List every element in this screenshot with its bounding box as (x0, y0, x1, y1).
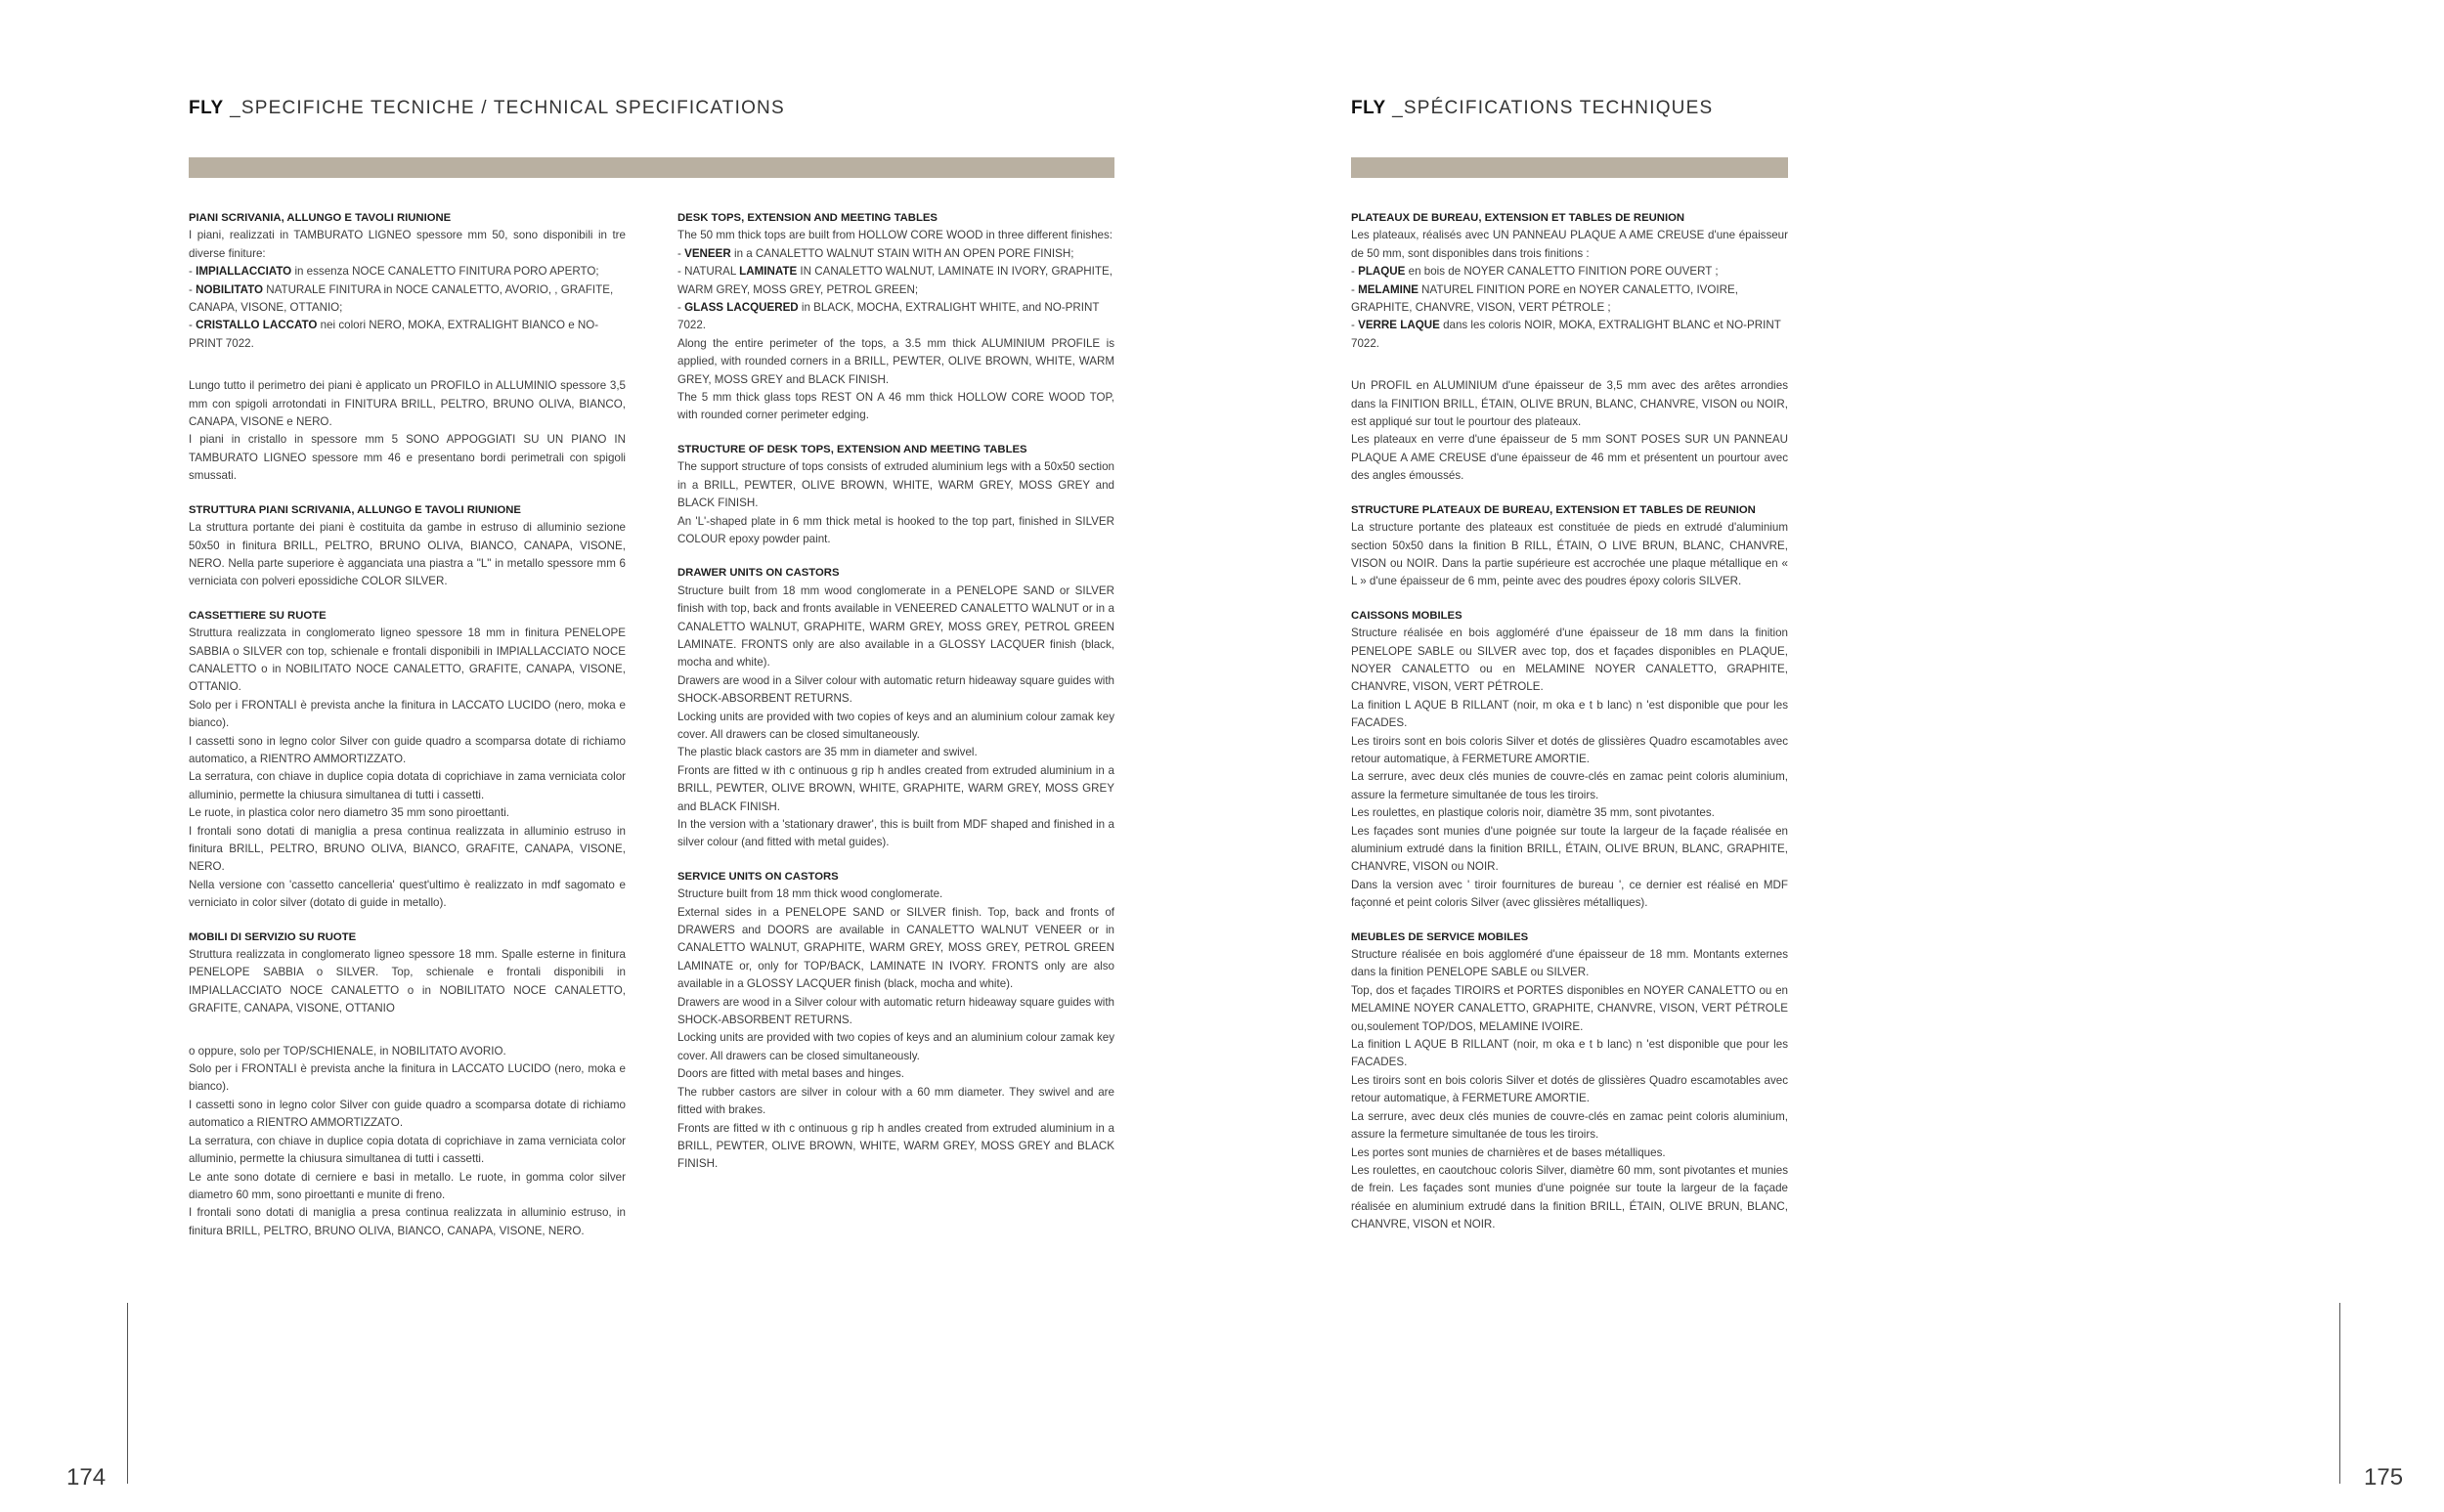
left-header-title: _SPECIFICHE TECNICHE / TECHNICAL SPECIFICATIONS (223, 98, 785, 118)
it-list-item: - NOBILITATO NATURALE FINITURA in NOCE CANALETTO, AVORIO, , GRAFITE, CANAPA, VISONE, OTTANIO; (189, 282, 614, 315)
fr-paragraph: Les tiroirs sont en bois coloris Silver et dotés de glissières Quadro escamotables avec retour automatique, à FERMETURE AMORTIE. (1351, 734, 1788, 765)
en-paragraph: Fronts are fitted w ith c ontinuous g rip h andles created from extruded aluminium in a BRILL, PEWTER, OLIVE BROWN, WHITE, WARM GREY, MOSS GREY and BLACK FINISH. (677, 1121, 1114, 1171)
fr-paragraph: Les plateaux, réalisés avec UN PANNEAU PLAQUE A AME CREUSE d'une épaisseur de 50 mm, sont disponibles dans trois finitions : (1351, 229, 1788, 260)
en-paragraph: Along the entire perimeter of the tops, a 3.5 mm thick ALUMINIUM PROFILE is applied, with rounded corners in a BRILL, PEWTER, OLIVE BROWN, WHITE, WARM GREY, MOSS GREY and BLACK FINISH. (677, 336, 1114, 386)
en-paragraph: The plastic black castors are 35 mm in diameter and swivel. (677, 746, 978, 759)
en-paragraph: The rubber castors are silver in colour with a 60 mm diameter. They swivel and are fitted with brakes. (677, 1085, 1114, 1117)
right-header-brand: FLY (1351, 98, 1386, 118)
en-section-title: DRAWER UNITS ON CASTORS (677, 567, 840, 580)
en-section-title: STRUCTURE OF DESK TOPS, EXTENSION AND MEETING TABLES (677, 443, 1027, 455)
it-paragraph: o oppure, solo per TOP/SCHIENALE, in NOBILITATO AVORIO. (189, 1044, 506, 1058)
it-paragraph: I cassetti sono in legno color Silver con guide quadro a scomparsa dotate di richiamo automatico, a RIENTRO AMMORTIZZATO. (189, 734, 626, 765)
en-paragraph: External sides in a PENELOPE SAND or SILVER finish. Top, back and fronts of DRAWERS and DOORS are available in CANALETTO WALNUT VENEER or in CANALETTO WALNUT, GRAPHITE, WARM GREY, MOSS GREY, PETROL GREEN LAMINATE or, only for TOP/BACK, LAMINATE IN IVORY. FRONTS only are also available in a GLOSSY LACQUER finish (black, mocha and white). (677, 905, 1114, 991)
fr-paragraph: Les roulettes, en caoutchouc coloris Silver, diamètre 60 mm, sont pivotantes et munies de frein. Les façades sont munies d'une poignée sur toute la largeur de la façade réalisée en aluminium extrudé dans la finition BRILL, ÉTAIN, OLIVE BRUN, BLANC, CHANVRE, VISON et NOIR. (1351, 1163, 1788, 1231)
en-paragraph: Doors are fitted with metal bases and hinges. (677, 1067, 904, 1081)
it-list-item: - IMPIALLACCIATO in essenza NOCE CANALETTO FINITURA PORO APERTO; (189, 265, 599, 279)
en-list-item: - VENEER in a CANALETTO WALNUT STAIN WITH AN OPEN PORE FINISH; (677, 246, 1074, 260)
fr-paragraph: La serrure, avec deux clés munies de couvre-clés en zamac peint coloris aluminium, assure la fermeture simultanée de tous les tiroirs. (1351, 1109, 1788, 1142)
it-paragraph: I cassetti sono in legno color Silver con guide quadro a scomparsa dotate di richiamo automatico a RIENTRO AMMORTIZZATO. (189, 1098, 626, 1130)
fr-section-title: PLATEAUX DE BUREAU, EXTENSION ET TABLES DE REUNION (1351, 212, 1685, 224)
fr-section-title: MEUBLES DE SERVICE MOBILES (1351, 930, 1529, 943)
fr-paragraph: Dans la version avec ' tiroir fournitures de bureau ', ce dernier est réalisé en MDF façonné et peint coloris Silver (avec glissières métalliques). (1351, 878, 1788, 910)
en-paragraph: The support structure of tops consists of extruded aluminium legs with a 50x50 section in a BRILL, PEWTER, OLIVE BROWN, WHITE, WARM GREY, MOSS GREY and BLACK FINISH. (677, 460, 1114, 510)
fr-paragraph: La serrure, avec deux clés munies de couvre-clés en zamac peint coloris aluminium, assure la fermeture simultanée de tous les tiroirs. (1351, 770, 1788, 801)
fr-list-item: - PLAQUE en bois de NOYER CANALETTO FINITION PORE OUVERT ; (1351, 265, 1719, 279)
right-header-title: _SPÉCIFICATIONS TECHNIQUES (1385, 98, 1714, 118)
it-paragraph: I frontali sono dotati di maniglia a presa continua realizzata in alluminio estruso in finitura BRILL, PELTRO, BRUNO OLIVA, BIANCO, GRAFITE, CANAPA, VISONE, NERO. (189, 824, 626, 874)
fr-paragraph: Les tiroirs sont en bois coloris Silver et dotés de glissières Quadro escamotables avec retour automatique, à FERMETURE AMORTIE. (1351, 1073, 1788, 1105)
en-section-title: SERVICE UNITS ON CASTORS (677, 870, 839, 883)
it-section-title: MOBILI DI SERVIZIO SU RUOTE (189, 930, 357, 943)
left-header-band (189, 157, 1114, 178)
fr-paragraph: La structure portante des plateaux est constituée de pieds en extrudé d'aluminium section 50x50 dans la finition B RILL, ÉTAIN, O LIVE BRUN, BLANC, CHANVRE, VISON ou NOIR. Dans la partie supérieure est accrochée une plaque métallique en « L » d'une épaisseur de 6 mm, peinte avec des poudres époxy coloris SILVER. (1351, 521, 1788, 588)
right-margin-rule (2339, 1303, 2340, 1484)
italian-column (189, 209, 626, 1240)
fr-paragraph: Structure réalisée en bois aggloméré d'une épaisseur de 18 mm. Montants externes dans la finition PENELOPE SABLE ou SILVER. (1351, 948, 1788, 979)
fr-paragraph: Les façades sont munies d'une poignée sur toute la largeur de la façade réalisée en aluminium extrudé dans la finition BRILL, ÉTAIN, OLIVE BRUN, BLANC, GRAPHITE, CHANVRE, VISON ou NOIR. (1351, 824, 1788, 874)
fr-paragraph: Les portes sont munies de charnières et de bases métalliques. (1351, 1145, 1666, 1159)
fr-paragraph: La finition L AQUE B RILLANT (noir, m oka e t b lanc) n 'est disponible que pour les FACADES. (1351, 698, 1788, 730)
it-paragraph: Le ante sono dotate di cerniere e basi in metallo. Le ruote, in gomma color silver diametro 60 mm, sono piroettanti e munite di freno. (189, 1170, 626, 1201)
it-paragraph: La serratura, con chiave in duplice copia dotata di coprichiave in zama verniciata color alluminio, permette la chiusura simultanea di tutti i cassetti. (189, 770, 626, 801)
en-paragraph: The 50 mm thick tops are built from HOLLOW CORE WOOD in three different finishes: (677, 229, 1113, 242)
it-paragraph: Struttura realizzata in conglomerato ligneo spessore 18 mm. Spalle esterne in finitura PENELOPE SABBIA o SILVER. Top, schienale e frontali disponibili in IMPIALLACCIATO NOCE CANALETTO o in NOBILITATO NOCE CANALETTO, GRAFITE, CANAPA, VISONE, OTTANIO (189, 948, 626, 1015)
it-section-title: PIANI SCRIVANIA, ALLUNGO E TAVOLI RIUNIONE (189, 212, 452, 224)
it-paragraph: Solo per i FRONTALI è prevista anche la finitura in LACCATO LUCIDO (nero, moka e bianco). (189, 698, 626, 730)
it-paragraph: I frontali sono dotati di maniglia a presa continua realizzata in alluminio estruso, in finitura BRILL, PELTRO, BRUNO OLIVA, BIANCO, CANAPA, VISONE, NERO. (189, 1206, 626, 1237)
en-paragraph: Fronts are fitted w ith c ontinuous g rip h andles created from extruded aluminium in a BRILL, PEWTER, OLIVE BROWN, WHITE, GRAPHITE, WARM GREY, MOSS GREY and BLACK FINISH. (677, 763, 1114, 813)
fr-list-item: - MELAMINE NATUREL FINITION PORE en NOYER CANALETTO, IVOIRE, GRAPHITE, CHANVRE, VISON, VERT PÉTROLE ; (1351, 282, 1738, 315)
fr-paragraph: Un PROFIL en ALUMINIUM d'une épaisseur de 3,5 mm avec des arêtes arrondies dans la FINITION BRILL, ÉTAIN, OLIVE BRUN, BLANC, CHANVRE, VISON ou NOIR, est appliqué sur tout le pourtour des plateaux. (1351, 379, 1788, 429)
en-paragraph: An 'L'-shaped plate in 6 mm thick metal is hooked to the top part, finished in SILVER COLOUR epoxy powder paint. (677, 514, 1114, 545)
left-margin-rule (127, 1303, 128, 1484)
en-paragraph: In the version with a 'stationary drawer', this is built from MDF shaped and finished in a silver colour (and fitted with metal guides). (677, 818, 1114, 849)
en-list-item: - GLASS LACQUERED in BLACK, MOCHA, EXTRALIGHT WHITE, and NO-PRINT 7022. (677, 301, 1100, 332)
left-page-header (189, 98, 785, 119)
right-page-number: 175 (2364, 1464, 2404, 1490)
fr-section-title: CAISSONS MOBILES (1351, 609, 1462, 622)
it-paragraph: La struttura portante dei piani è costituita da gambe in estruso di alluminio sezione 50x50 in finitura BRILL, PELTRO, BRUNO OLIVA, BIANCO, CANAPA, VISONE, NERO. Nella parte superiore è agganciata una piastra a "L" in metallo spessore mm 6 verniciata con polveri epossidiche COLOR SILVER. (189, 521, 626, 588)
it-paragraph: Nella versione con 'cassetto cancelleria' quest'ultimo è realizzato in mdf sagomato e verniciato in color silver (dotato di guide in metallo). (189, 878, 626, 910)
fr-paragraph: Top, dos et façades TIROIRS et PORTES disponibles en NOYER CANALETTO ou en MELAMINE NOYER CANALETTO, GRAPHITE, CHANVRE, VISON, VERT PÉTROLE ou,soulement TOP/DOS, MELAMINE IVOIRE. (1351, 983, 1788, 1033)
it-paragraph: Lungo tutto il perimetro dei piani è applicato un PROFILO in ALLUMINIO spessore 3,5 mm con spigoli arrotondati in FINITURA BRILL, PELTRO, BRUNO OLIVA, BIANCO, CANAPA, VISONE e NERO. (189, 379, 626, 429)
fr-paragraph: Structure réalisée en bois aggloméré d'une épaisseur de 18 mm dans la finition PENELOPE SABLE ou SILVER avec top, dos et façades disponibles en PLAQUE, NOYER CANALETTO ou en MELAMINE NOYER CANALETTO, GRAPHITE, CHANVRE, VISON, VERT PÉTROLE. (1351, 626, 1788, 694)
it-paragraph: I piani, realizzati in TAMBURATO LIGNEO spessore mm 50, sono disponibili in tre diverse finiture: (189, 229, 626, 260)
fr-paragraph: Les roulettes, en plastique coloris noir, diamètre 35 mm, sont pivotantes. (1351, 806, 1715, 820)
english-column (677, 209, 1114, 1174)
fr-section-title: STRUCTURE PLATEAUX DE BUREAU, EXTENSION ET TABLES DE REUNION (1351, 503, 1756, 516)
it-paragraph: Solo per i FRONTALI è prevista anche la finitura in LACCATO LUCIDO (nero, moka e bianco). (189, 1062, 626, 1094)
fr-list-item: - VERRE LAQUE dans les coloris NOIR, MOKA, EXTRALIGHT BLANC et NO-PRINT 7022. (1351, 319, 1781, 350)
french-column (1351, 209, 1788, 1234)
en-paragraph: Structure built from 18 mm wood conglomerate in a PENELOPE SAND or SILVER finish with top, back and fronts available in VENEERED CANALETTO WALNUT or in a CANALETTO WALNUT, GRAPHITE, WARM GREY, MOSS GREY, PETROL GREEN LAMINATE. FRONTS only are also available in a GLOSSY LACQUER finish (black, mocha and white). (677, 583, 1114, 670)
it-list-item: - CRISTALLO LACCATO nei colori NERO, MOKA, EXTRALIGHT BIANCO e NO-PRINT 7022. (189, 319, 599, 350)
en-paragraph: Structure built from 18 mm thick wood conglomerate. (677, 887, 943, 901)
it-paragraph: I piani in cristallo in spessore mm 5 SONO APPOGGIATI SU UN PIANO IN TAMBURATO LIGNEO spessore mm 46 e presentano bordi perimetrali con spigoli smussati. (189, 433, 626, 483)
fr-paragraph: Les plateaux en verre d'une épaisseur de 5 mm SONT POSES SUR UN PANNEAU PLAQUE A AME CREUSE d'une épaisseur de 46 mm et présentent un pourtour avec des angles émoussés. (1351, 433, 1788, 483)
en-paragraph: Locking units are provided with two copies of keys and an aluminium colour zamak key cover. All drawers can be closed simultaneously. (677, 1031, 1114, 1062)
en-paragraph: The 5 mm thick glass tops REST ON A 46 mm thick HOLLOW CORE WOOD TOP, with rounded corner perimeter edging. (677, 391, 1114, 422)
it-section-title: CASSETTIERE SU RUOTE (189, 609, 327, 622)
fr-paragraph: La finition L AQUE B RILLANT (noir, m oka e t b lanc) n 'est disponible que pour les FACADES. (1351, 1038, 1788, 1069)
it-section-title: STRUTTURA PIANI SCRIVANIA, ALLUNGO E TAVOLI RIUNIONE (189, 503, 521, 516)
en-list-item: - NATURAL LAMINATE IN CANALETTO WALNUT, LAMINATE IN IVORY, GRAPHITE, WARM GREY, MOSS GREY, PETROL GREEN; (677, 265, 1113, 296)
en-paragraph: Drawers are wood in a Silver colour with automatic return hideaway square guides with SHOCK-ABSORBENT RETURNS. (677, 673, 1114, 706)
right-header-band (1351, 157, 1788, 178)
right-page-header (1351, 98, 1713, 119)
left-page-number: 174 (66, 1464, 107, 1490)
it-paragraph: La serratura, con chiave in duplice copia dotata di coprichiave in zama verniciata color alluminio, permette la chiusura simultanea di tutti i cassetti. (189, 1134, 626, 1166)
en-section-title: DESK TOPS, EXTENSION AND MEETING TABLES (677, 212, 938, 224)
en-paragraph: Locking units are provided with two copies of keys and an aluminium colour zamak key cover. All drawers can be closed simultaneously. (677, 710, 1114, 741)
en-paragraph: Drawers are wood in a Silver colour with automatic return hideaway square guides with SHOCK-ABSORBENT RETURNS. (677, 995, 1114, 1027)
it-paragraph: Le ruote, in plastica color nero diametro 35 mm sono piroettanti. (189, 806, 510, 820)
left-header-brand: FLY (189, 98, 224, 118)
it-paragraph: Struttura realizzata in conglomerato ligneo spessore 18 mm in finitura PENELOPE SABBIA o SILVER con top, schienale e frontali disponibili in IMPIALLACCIATO NOCE CANALETTO o in NOBILITATO NOCE CANALETTO, GRAFITE, CANAPA, VISONE, OTTANIO. (189, 626, 626, 694)
